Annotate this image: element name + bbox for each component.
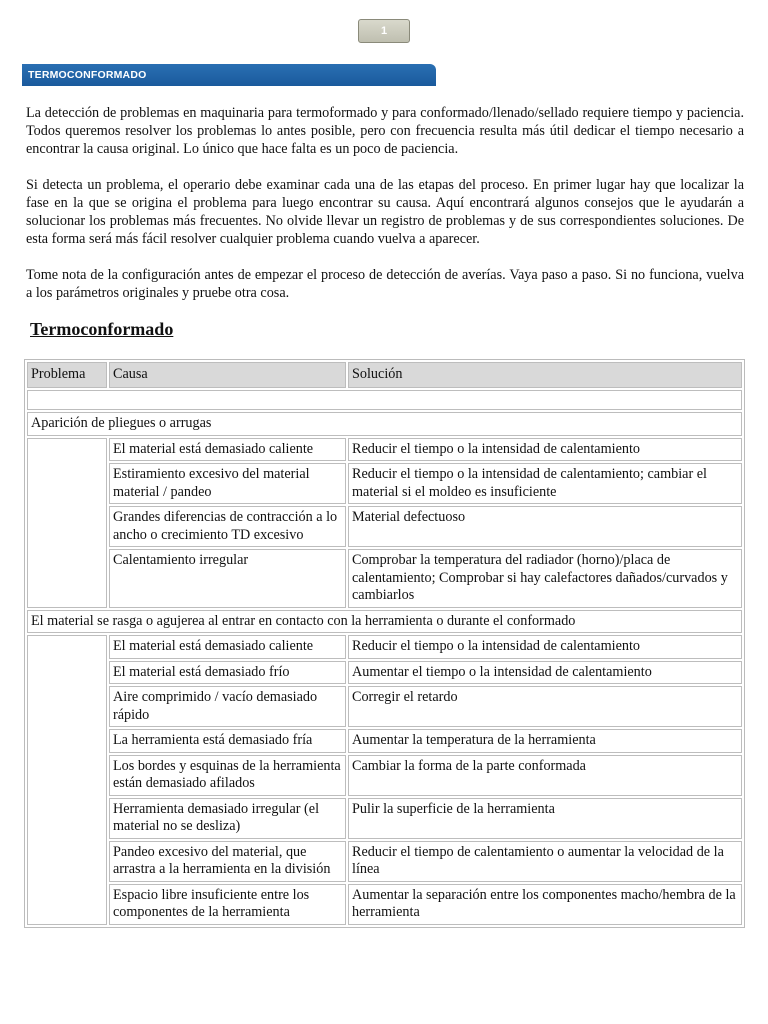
- problem-cell: [27, 438, 107, 608]
- group-title: El material se rasga o agujerea al entrar en contacto con la herramienta o durante el conformado: [27, 610, 742, 634]
- cause-cell: El material está demasiado frío: [109, 661, 346, 685]
- cause-cell: Estiramiento excesivo del material material / pandeo: [109, 463, 346, 504]
- solution-cell: Material defectuoso: [348, 506, 742, 547]
- problem-cell: [27, 635, 107, 925]
- cause-cell: El material está demasiado caliente: [109, 438, 346, 462]
- cause-cell: El material está demasiado caliente: [109, 635, 346, 659]
- table-row: [27, 798, 742, 839]
- table-row: [27, 549, 742, 608]
- table-row: [27, 729, 742, 753]
- table-header-row: [27, 362, 742, 388]
- cause-cell: Grandes diferencias de contracción a lo ancho o crecimiento TD excesivo: [109, 506, 346, 547]
- cause-cell: Los bordes y esquinas de la herramienta están demasiado afilados: [109, 755, 346, 796]
- intro-text: [26, 104, 744, 320]
- solution-cell: Aumentar el tiempo o la intensidad de calentamiento: [348, 661, 742, 685]
- table-row: [27, 755, 742, 796]
- solution-cell: Cambiar la forma de la parte conformada: [348, 755, 742, 796]
- solution-cell: Reducir el tiempo o la intensidad de calentamiento; cambiar el material si el moldeo es insuficiente: [348, 463, 742, 504]
- group-header-row: [27, 610, 742, 634]
- solution-cell: Reducir el tiempo o la intensidad de calentamiento: [348, 635, 742, 659]
- cause-cell: Espacio libre insuficiente entre los componentes de la herramienta: [109, 884, 346, 925]
- table-title: Termoconformado: [30, 319, 174, 339]
- header-solucion: Solución: [348, 362, 742, 388]
- intro-paragraph-2: Si detecta un problema, el operario debe examinar cada una de las etapas del proceso. En primer lugar hay que localizar la fase en la que se origina el problema para luego encontrar su causa. Aquí encontrará algunos consejos que le ayudarán a solucionar los problemas más frecuentes. No olvide llevar un registro de problemas y de sus correspondientes soluciones. De esta forma será más fácil resolver cualquier problema cuando vuelva a aparecer.: [26, 177, 744, 247]
- solution-cell: Comprobar la temperatura del radiador (horno)/placa de calentamiento; Comprobar si hay calefactores dañados/curvados y cambiarlos: [348, 549, 742, 608]
- group-header-row: [27, 412, 742, 436]
- spacer-row: [27, 390, 742, 410]
- solution-cell: Aumentar la temperatura de la herramienta: [348, 729, 742, 753]
- spacer-cell: [27, 390, 742, 410]
- group-title: Aparición de pliegues o arrugas: [27, 412, 742, 436]
- intro-paragraph-3: Tome nota de la configuración antes de empezar el proceso de detección de averías. Vaya paso a paso. Si no funciona, vuelva a los parámetros originales y pruebe otra cosa.: [26, 267, 744, 301]
- cause-cell: Pandeo excesivo del material, que arrastra a la herramienta en la división: [109, 841, 346, 882]
- cause-cell: Aire comprimido / vacío demasiado rápido: [109, 686, 346, 727]
- solution-cell: Aumentar la separación entre los componentes macho/hembra de la herramienta: [348, 884, 742, 925]
- table-row: [27, 661, 742, 685]
- table-row: [27, 635, 742, 659]
- page-number-badge: 1: [358, 19, 410, 43]
- section-banner: TERMOCONFORMADO: [22, 64, 436, 86]
- solution-cell: Pulir la superficie de la herramienta: [348, 798, 742, 839]
- cause-cell: La herramienta está demasiado fría: [109, 729, 346, 753]
- solution-cell: Reducir el tiempo de calentamiento o aumentar la velocidad de la línea: [348, 841, 742, 882]
- table-row: [27, 506, 742, 547]
- table-row: [27, 884, 742, 925]
- cause-cell: Calentamiento irregular: [109, 549, 346, 608]
- intro-paragraph-1: La detección de problemas en maquinaria para termoformado y para conformado/llenado/sellado requiere tiempo y paciencia. Todos queremos resolver los problemas lo antes posible, pero con frecuencia resulta más útil dedicar el tiempo necesario a encontrar la causa original. Lo único que hace falta es un poco de paciencia.: [26, 105, 744, 157]
- header-problema: Problema: [27, 362, 107, 388]
- table-row: [27, 463, 742, 504]
- solution-cell: Reducir el tiempo o la intensidad de calentamiento: [348, 438, 742, 462]
- troubleshooting-table: [24, 359, 745, 928]
- table-row: [27, 841, 742, 882]
- solution-cell: Corregir el retardo: [348, 686, 742, 727]
- header-causa: Causa: [109, 362, 346, 388]
- table-row: [27, 438, 742, 462]
- table-row: [27, 686, 742, 727]
- cause-cell: Herramienta demasiado irregular (el material no se desliza): [109, 798, 346, 839]
